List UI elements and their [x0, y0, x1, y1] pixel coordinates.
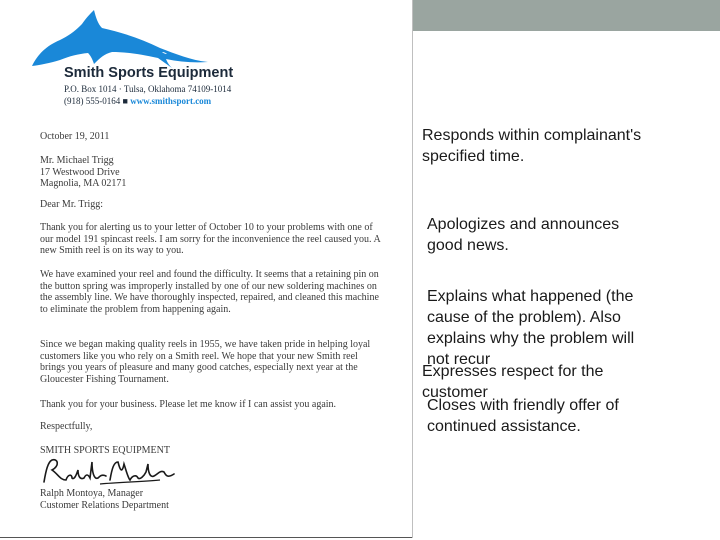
company-contact [64, 96, 211, 106]
letter-paragraph: Thank you for your business. Please let me know if I can assist you again. [40, 399, 337, 410]
recipient-line: 17 Westwood Drive [40, 166, 120, 178]
signature-company: SMITH SPORTS EQUIPMENT [40, 445, 170, 456]
recipient-line: Magnolia, MA 02171 [40, 178, 127, 189]
annotation-response-time: Responds within complainant's specified time. [422, 127, 642, 165]
signer-line: Customer Relations Department [40, 499, 169, 511]
signer-block [40, 488, 385, 511]
signer-line: Ralph Montoya, Manager [40, 488, 144, 499]
company-phone: (918) 555-0164 ■ [64, 96, 128, 106]
letter-greeting: Dear Mr. Trigg: [40, 199, 104, 210]
company-name: Smith Sports Equipment [64, 65, 234, 81]
letter-date: October 19, 2011 [40, 131, 110, 142]
annotation-respect: Expresses respect for the customer [422, 363, 604, 401]
letter-paragraph: Thank you for alerting us to your letter of October 10 to your problems with one of our model 191 spincast reels. I am sorry for the inconvenience the reel caused you. A new Smith reel is on its way to you. [40, 222, 381, 256]
letter-paragraph: We have examined your reel and found the difficulty. It seems that a retaining pin on the button spring was improperly installed by one of our new soldering machines on the assembly line. We have thoroughly inspected, repaired, and cleaned this machine to eliminate the problem from happening again. [40, 269, 379, 315]
header-bar [412, 0, 720, 31]
recipient-address [40, 155, 385, 190]
dolphin-icon [30, 8, 210, 68]
letter-paragraph: Since we began making quality reels in 1955, we have taken pride in helping loyal customers like you who rely on a Smith reel. We hope that your new Smith reel brings you years of pleasure and many good catches, especially next year at the Gloucester Fishing Tournament. [40, 339, 371, 385]
company-address: P.O. Box 1014 · Tulsa, Oklahoma 74109-1014 [64, 84, 232, 94]
letter-closing: Respectfully, [40, 421, 93, 432]
annotation-explanation: Explains what happened (the cause of the problem). Also explains why the problem will not recur [427, 288, 635, 368]
annotation-apology: Apologizes and announces good news. [427, 216, 620, 254]
company-website: www.smithsport.com [130, 96, 212, 106]
handwritten-signature [40, 456, 180, 488]
annotation-closing: Closes with friendly offer of continued assistance. [427, 397, 619, 435]
recipient-line: Mr. Michael Trigg [40, 155, 114, 166]
letter-bottom-rule [0, 537, 412, 538]
